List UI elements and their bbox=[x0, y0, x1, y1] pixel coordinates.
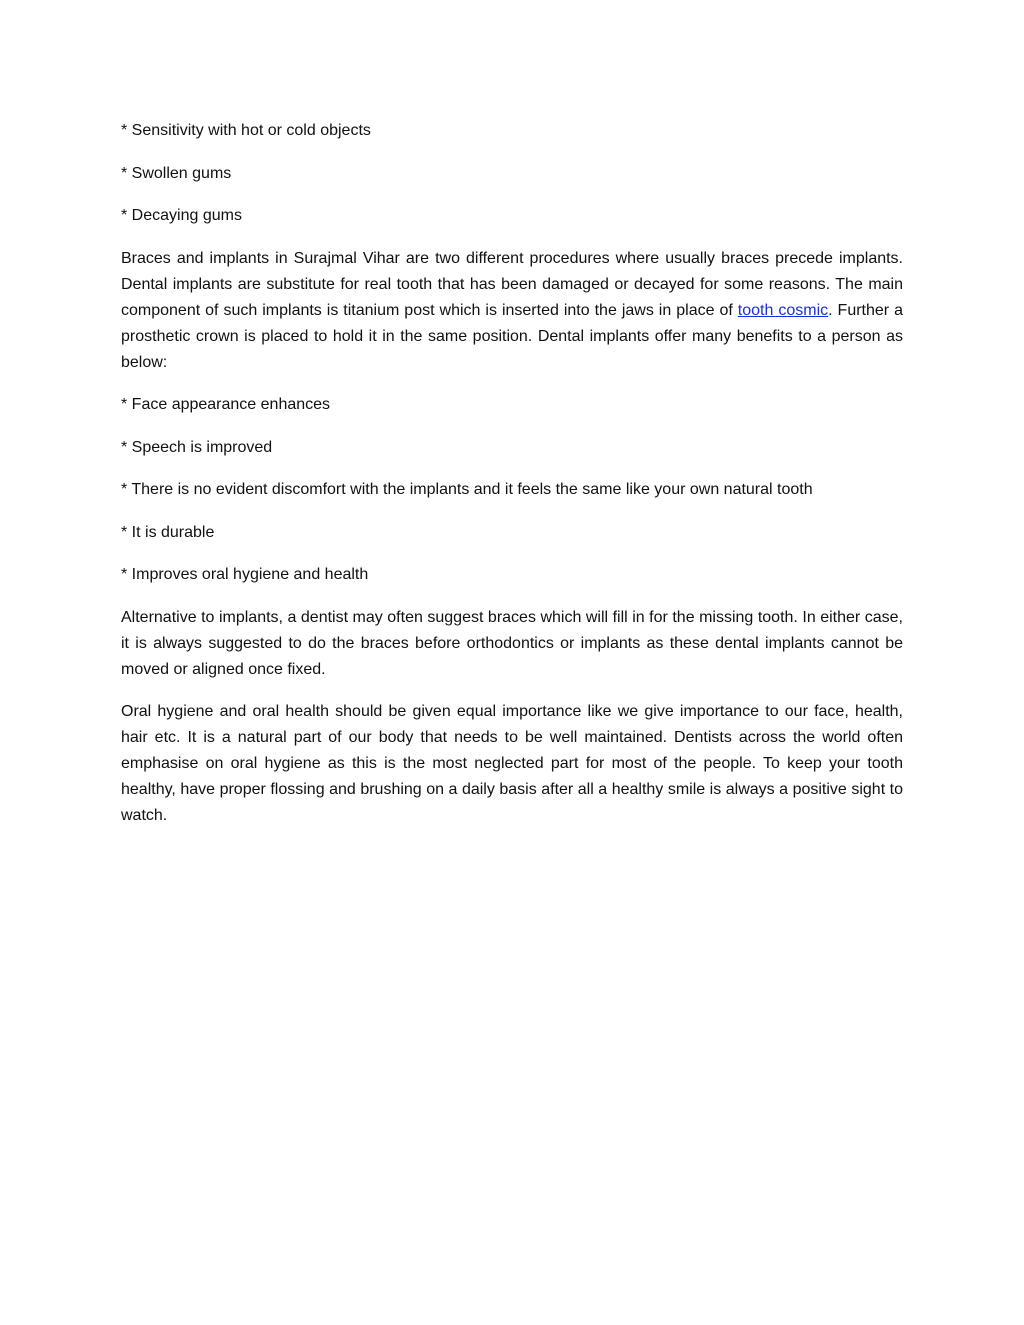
benefit-item-durable: * It is durable bbox=[121, 523, 215, 541]
document-page bbox=[121, 118, 903, 846]
tooth-cosmic-link[interactable]: tooth cosmic bbox=[737, 301, 829, 319]
paragraph-implants-text-before: Braces and implants in Surajmal Vihar are two different procedures where usually braces precede implants. Dental implants are substitute for real tooth that has been damaged or decayed for some reasons. The main component of such implants is titanium post which is inserted into the jaws in place of bbox=[121, 249, 903, 319]
symptom-item-decaying-gums: * Decaying gums bbox=[121, 207, 242, 224]
paragraph-oral-hygiene: Oral hygiene and oral health should be given equal importance like we give importance to our face, health, hair etc. It is a natural part of our body that needs to be well maintained. Dentists across the world often emphasise on oral hygiene as this is the most neglected part for most of the people. To keep your tooth healthy, have proper flossing and brushing on a daily basis after all a healthy smile is always a positive sight to watch. bbox=[121, 703, 903, 824]
benefit-item-speech: * Speech is improved bbox=[121, 438, 273, 456]
paragraph-implants-text-after: . Further a prosthetic crown is placed to hold it in the same position. Dental implants offer many benefits to a person as below: bbox=[121, 301, 903, 371]
benefit-item-face-appearance: * Face appearance enhances bbox=[121, 396, 331, 413]
benefit-item-no-discomfort: * There is no evident discomfort with the implants and it feels the same like your own natural tooth bbox=[121, 481, 813, 498]
benefit-item-oral-hygiene: * Improves oral hygiene and health bbox=[121, 566, 369, 583]
paragraph-alternative: Alternative to implants, a dentist may often suggest braces which will fill in for the missing tooth. In either case, it is always suggested to do the braces before orthodontics or implants as these dental implants cannot be moved or aligned once fixed. bbox=[121, 608, 903, 678]
paragraph-implants bbox=[121, 246, 903, 376]
symptom-item-sensitivity: * Sensitivity with hot or cold objects bbox=[121, 122, 371, 139]
symptom-item-swollen-gums: * Swollen gums bbox=[121, 164, 232, 182]
